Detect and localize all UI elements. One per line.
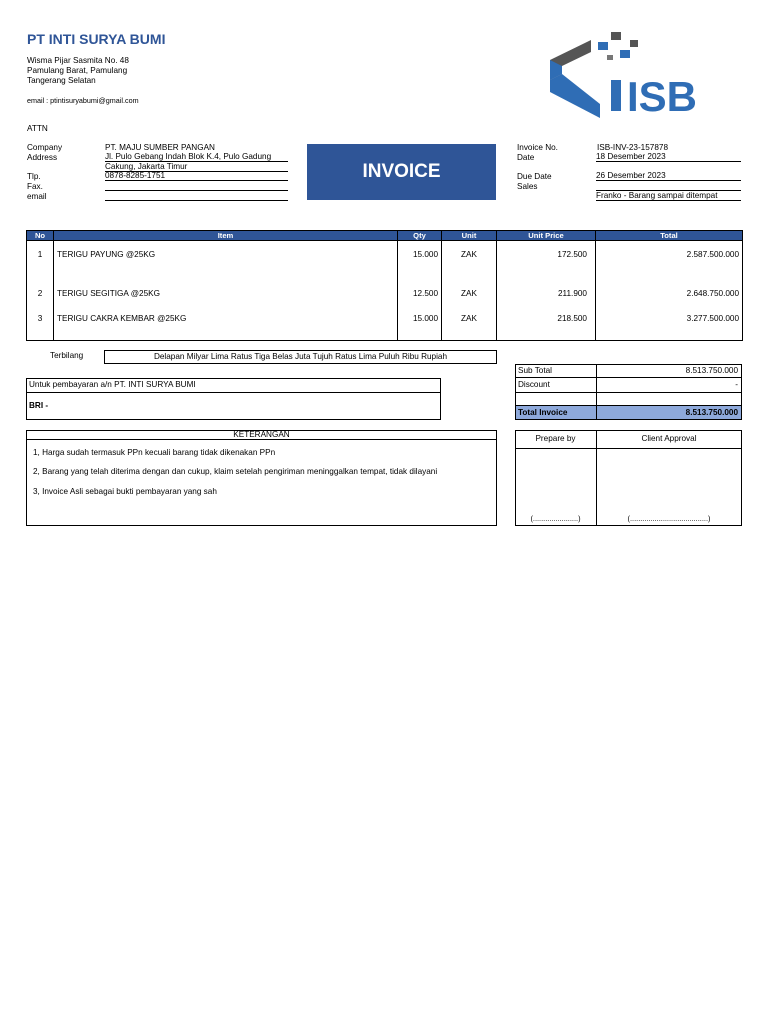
notes-item: 1, Harga sudah termasuk PPn kecuali barang tidak dikenakan PPn xyxy=(33,448,276,457)
payment-divider xyxy=(26,392,441,393)
customer-tlp: 0878-8285-1751 xyxy=(105,171,288,181)
signature-header-line xyxy=(515,448,742,449)
terbilang-value: Delapan Milyar Lima Ratus Tiga Belas Juta Tujuh Ratus Lima Puluh Ribu Rupiah xyxy=(104,350,497,364)
row-unit: ZAK xyxy=(442,314,497,339)
logo-text: ISB xyxy=(627,73,698,120)
attn-label: ATTN xyxy=(27,124,48,133)
company-address-line-2: Pamulang Barat, Pamulang xyxy=(27,66,128,75)
invoice-no-value: ISB-INV-23-157878 xyxy=(597,143,669,152)
date-label: Date xyxy=(517,153,535,162)
invoice-no-label: Invoice No. xyxy=(517,143,558,152)
items-table xyxy=(26,230,743,341)
row-qty: 15.000 xyxy=(398,314,442,339)
notes-box xyxy=(26,430,497,526)
col-header-no: No xyxy=(27,231,54,241)
row-item: TERIGU SEGITIGA @25KG xyxy=(54,289,398,314)
notes-title: KETERANGAN xyxy=(233,430,290,439)
row-price: 172.500 xyxy=(497,241,596,290)
notes-item: 2, Barang yang telah diterima dengan dan cukup, klaim setelah pengiriman meninggalkan tempat, tidak dilayani xyxy=(33,467,438,476)
row-total: 3.277.500.000 xyxy=(596,314,743,339)
summary-line xyxy=(515,392,742,393)
table-row xyxy=(27,289,743,314)
total-invoice-label: Total Invoice xyxy=(518,408,568,417)
row-no: 3 xyxy=(27,314,54,339)
row-qty: 12.500 xyxy=(398,289,442,314)
franko-value: Franko - Barang sampai ditempat xyxy=(596,191,741,201)
total-invoice-value: 8.513.750.000 xyxy=(685,408,738,417)
col-header-unit-price: Unit Price xyxy=(497,231,596,241)
client-approval-signature-line: (......................................) xyxy=(627,514,711,523)
table-header-row xyxy=(27,231,743,241)
col-header-unit: Unit xyxy=(442,231,497,241)
sales-label: Sales xyxy=(517,182,538,191)
table-row xyxy=(27,314,743,339)
client-approval-label: Client Approval xyxy=(641,434,697,443)
terbilang-label: Terbilang xyxy=(50,351,84,360)
company-label: Company xyxy=(27,143,63,152)
email-label: email xyxy=(27,192,47,201)
row-price: 211.900 xyxy=(497,289,596,314)
prepare-by-signature-line: (......................) xyxy=(530,514,581,523)
invoice-title: INVOICE xyxy=(307,144,496,200)
due-date-value: 26 Desember 2023 xyxy=(596,171,741,181)
discount-value: - xyxy=(735,380,738,389)
signature-box xyxy=(515,430,742,526)
row-unit: ZAK xyxy=(442,241,497,290)
due-date-label: Due Date xyxy=(517,172,552,181)
row-item: TERIGU CAKRA KEMBAR @25KG xyxy=(54,314,398,339)
row-unit: ZAK xyxy=(442,289,497,314)
customer-fax xyxy=(105,181,288,191)
subtotal-label: Sub Total xyxy=(518,366,552,375)
table-filler-row xyxy=(27,339,743,340)
subtotal-value: 8.513.750.000 xyxy=(685,366,738,375)
company-email: email : ptintisuryabumi@gmail.com xyxy=(27,96,139,105)
row-item: TERIGU PAYUNG @25KG xyxy=(54,241,398,290)
summary-line xyxy=(515,377,742,378)
row-total: 2.587.500.000 xyxy=(596,241,743,290)
discount-label: Discount xyxy=(518,380,550,389)
prepare-by-label: Prepare by xyxy=(535,434,576,443)
isb-logo xyxy=(545,30,727,122)
sales-value xyxy=(596,181,741,191)
tlp-label: Tlp. xyxy=(27,172,41,181)
row-qty: 15.000 xyxy=(398,241,442,290)
date-value: 18 Desember 2023 xyxy=(596,152,741,162)
date-underline xyxy=(596,161,741,162)
table-row xyxy=(27,241,743,290)
company-name: PT INTI SURYA BUMI xyxy=(27,31,166,47)
signature-divider xyxy=(596,430,597,526)
row-price: 218.500 xyxy=(497,314,596,339)
customer-address-line-1: Jl. Pulo Gebang Indah Blok K.4, Pulo Gadung xyxy=(105,152,288,162)
customer-company: PT. MAJU SUMBER PANGAN xyxy=(105,143,215,152)
fax-label: Fax. xyxy=(27,182,43,191)
company-address-line-3: Tangerang Selatan xyxy=(27,76,96,85)
customer-email xyxy=(105,191,288,201)
col-header-total: Total xyxy=(596,231,743,241)
row-no: 1 xyxy=(27,241,54,290)
notes-item: 3, Invoice Asli sebagai bukti pembayaran yang sah xyxy=(33,487,217,496)
row-total: 2.648.750.000 xyxy=(596,289,743,314)
col-header-item: Item xyxy=(54,231,398,241)
col-header-qty: Qty xyxy=(398,231,442,241)
row-no: 2 xyxy=(27,289,54,314)
company-address-line-1: Wisma Pijar Sasmita No. 48 xyxy=(27,56,129,65)
isb-logo-icon xyxy=(545,30,727,122)
address-label: Address xyxy=(27,153,58,162)
payment-bank: BRI - xyxy=(29,401,49,410)
customer-address-line-2: Cakung, Jakarta Timur xyxy=(105,162,288,172)
payment-title: Untuk pembayaran a/n PT. INTI SURYA BUMI xyxy=(29,380,196,389)
